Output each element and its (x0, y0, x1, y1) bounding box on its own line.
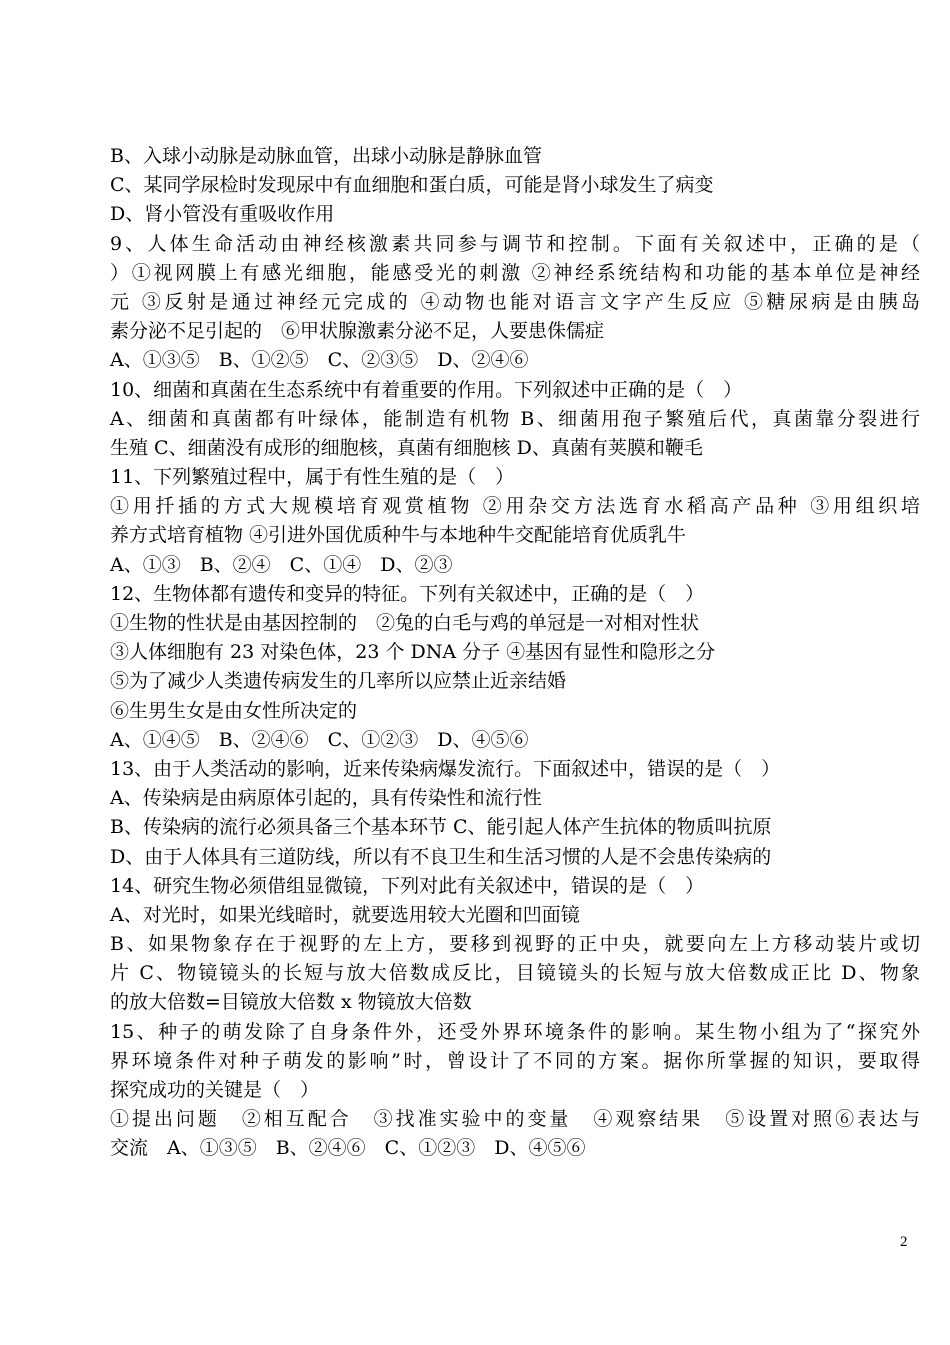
text-line: ①用扦插的方式大规模培育观赏植物 ②用杂交方法选育水稻高产品种 ③用组织培 (110, 495, 920, 518)
text-line: ⑤为了减少人类遗传病发生的几率所以应禁止近亲结婚 (110, 670, 567, 693)
answer-options: 交流 A、①③⑤ B、②④⑥ C、①②③ D、④⑤⑥ (110, 1137, 586, 1160)
text-line: C、某同学尿检时发现尿中有血细胞和蛋白质，可能是肾小球发生了病变 (110, 174, 714, 197)
question-14-stem: 14、研究生物必须借组显微镜，下列对此有关叙述中，错误的是（ ） (110, 874, 705, 897)
text-line: A、传染病是由病原体引起的，具有传染性和流行性 (110, 787, 542, 810)
question-15-stem: 15、种子的萌发除了自身条件外，还受外界环境条件的影响。某生物小组为了“探究外 (110, 1020, 920, 1043)
text-line: D、肾小管没有重吸收作用 (110, 203, 335, 226)
question-13-stem: 13、由于人类活动的影响，近来传染病爆发流行。下面叙述中，错误的是（ ） (110, 757, 781, 780)
text-line: D、由于人体具有三道防线，所以有不良卫生和生活习惯的人是不会患传染病的 (110, 845, 772, 868)
answer-options: A、①④⑤ B、②④⑥ C、①②③ D、④⑤⑥ (110, 728, 529, 751)
text-line: 元 ③反射是通过神经元完成的 ④动物也能对语言文字产生反应 ⑤糖尿病是由胰岛 (110, 290, 920, 313)
text-line: 探究成功的关键是（ ） (110, 1079, 320, 1101)
text-line: 的放大倍数=目镜放大倍数 x 物镜放大倍数 (110, 991, 472, 1014)
question-11-stem: 11、下列繁殖过程中，属于有性生殖的是（ ） (110, 466, 515, 489)
answer-options: A、①③⑤ B、①②⑤ C、②③⑤ D、②④⑥ (110, 349, 529, 372)
question-12-stem: 12、生物体都有遗传和变异的特征。下列有关叙述中，正确的是（ ） (110, 582, 705, 605)
text-line: A、细菌和真菌都有叶绿体，能制造有机物 B、细菌用孢子繁殖后代，真菌靠分裂进行 (110, 407, 920, 430)
document-body (110, 142, 920, 1164)
answer-options: A、①③ B、②④ C、①④ D、②③ (110, 553, 453, 576)
text-line: B、如果物象存在于视野的左上方，要移到视野的正中央，就要向左上方移动装片或切 (110, 933, 920, 956)
text-line: A、对光时，如果光线暗时，就要选用较大光圈和凹面镜 (110, 903, 580, 926)
page-number: 2 (900, 1234, 908, 1250)
text-line: 片 C、物镜镜头的长短与放大倍数成反比，目镜镜头的长短与放大倍数成正比 D、物象 (110, 962, 920, 985)
text-line: 生殖 C、细菌没有成形的细胞核，真菌有细胞核 D、真菌有荚膜和鞭毛 (110, 436, 703, 459)
question-10-stem: 10、细菌和真菌在生态系统中有着重要的作用。下列叙述中正确的是（ ） (110, 378, 743, 401)
text-line: B、传染病的流行必须具备三个基本环节 C、能引起人体产生抗体的物质叫抗原 (110, 816, 772, 839)
text-line: ③人体细胞有 23 对染色体，23 个 DNA 分子 ④基因有显性和隐形之分 (110, 641, 716, 664)
question-9-stem: 9、人体生命活动由神经核激素共同参与调节和控制。下面有关叙述中，正确的是（ (110, 232, 920, 255)
text-line: 素分泌不足引起的 ⑥甲状腺激素分泌不足，人要患侏儒症 (110, 320, 605, 343)
text-line: B、入球小动脉是动脉血管，出球小动脉是静脉血管 (110, 145, 542, 167)
text-line: ①提出问题 ②相互配合 ③找准实验中的变量 ④观察结果 ⑤设置对照⑥表达与 (110, 1108, 920, 1131)
text-line: ①生物的性状是由基因控制的 ②兔的白毛与鸡的单冠是一对相对性状 (110, 612, 700, 634)
text-line: 养方式培育植物 ④引进外国优质种牛与本地种牛交配能培育优质乳牛 (110, 524, 687, 547)
text-line: ）①视网膜上有感光细胞，能感受光的刺激 ②神经系统结构和功能的基本单位是神经 (110, 261, 920, 284)
text-line: 界环境条件对种子萌发的影响”时，曾设计了不同的方案。据你所掌握的知识，要取得 (110, 1049, 920, 1072)
text-line: ⑥生男生女是由女性所决定的 (110, 699, 358, 722)
